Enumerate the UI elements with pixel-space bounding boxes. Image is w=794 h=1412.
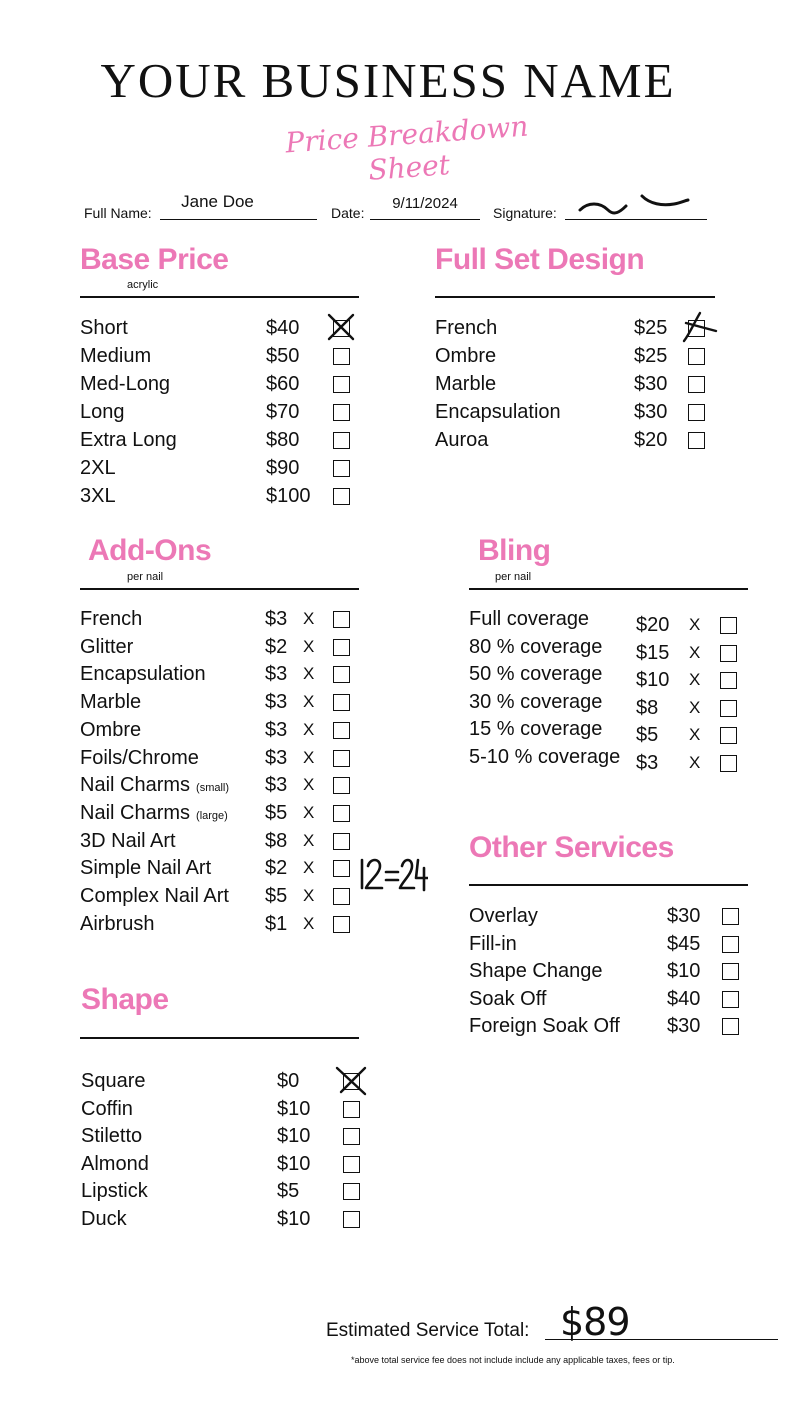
item-price: $10 — [636, 669, 670, 692]
bling-row — [469, 635, 749, 664]
multiply-sign: X — [689, 697, 701, 717]
checkbox[interactable] — [720, 700, 737, 717]
other-services-row — [469, 904, 749, 928]
checkbox[interactable] — [688, 376, 705, 393]
full-set-design-rule — [435, 296, 715, 298]
base-price-row — [80, 428, 360, 452]
full-set-design-row — [435, 344, 715, 368]
add-ons-row — [80, 690, 360, 714]
item-name: Ombre — [80, 718, 142, 741]
item-price: $3 — [265, 691, 288, 714]
full-name-field[interactable] — [160, 219, 317, 220]
item-name: Auroa — [435, 429, 489, 451]
multiply-sign: X — [303, 609, 315, 628]
bling-subtitle: per nail — [495, 571, 532, 583]
bling-rule — [469, 588, 748, 590]
checkbox[interactable] — [333, 722, 350, 739]
item-price: $5 — [636, 724, 659, 747]
item-price: $5 — [265, 885, 288, 907]
item-name: Simple Nail Art — [80, 857, 212, 880]
add-ons-row — [80, 746, 360, 770]
item-price: $3 — [265, 718, 288, 741]
bling-row — [469, 745, 749, 774]
base-price-rule — [80, 296, 359, 298]
item-name: Almond — [81, 1152, 149, 1175]
item-name: Short — [80, 317, 128, 339]
multiply-sign: X — [689, 670, 701, 690]
add-ons-row — [80, 718, 360, 742]
item-price: $0 — [277, 1070, 300, 1092]
add-ons-row — [80, 662, 360, 686]
shape-heading: Shape — [81, 983, 169, 1016]
item-name: Duck — [81, 1208, 127, 1230]
date-field[interactable] — [370, 219, 480, 220]
item-name: Soak Off — [469, 987, 547, 1010]
multiply-sign: X — [689, 725, 701, 745]
item-price: $8 — [265, 829, 288, 852]
base-price-row — [80, 316, 360, 340]
add-ons-heading: Add-Ons — [88, 534, 212, 567]
item-price: $2 — [265, 635, 288, 658]
checkbox[interactable] — [333, 750, 350, 767]
item-price: $100 — [266, 485, 311, 507]
item-name: 15 % coverage — [469, 718, 603, 741]
add-ons-row — [80, 912, 360, 936]
base-price-row — [80, 484, 360, 508]
item-name: Encapsulation — [80, 663, 206, 686]
shape-rule — [80, 1037, 359, 1039]
add-ons-row — [80, 773, 360, 797]
item-name: Glitter — [80, 635, 134, 658]
item-name: Foreign Soak Off — [469, 1015, 620, 1038]
add-ons-row — [80, 884, 360, 908]
multiply-sign: X — [303, 830, 315, 850]
item-name: Long — [80, 401, 125, 423]
checkbox[interactable] — [333, 488, 350, 505]
base-price-row — [80, 372, 360, 396]
item-name: 5-10 % coverage — [469, 746, 621, 768]
checkbox[interactable] — [333, 860, 350, 877]
checkbox[interactable] — [688, 348, 705, 365]
item-name: Marble — [80, 691, 142, 714]
item-name: Fill-in — [469, 932, 517, 955]
item-price: $30 — [634, 373, 668, 395]
item-price: $3 — [265, 746, 288, 769]
multiply-sign: X — [303, 775, 315, 795]
bling-row — [469, 717, 749, 747]
full-set-design-row — [435, 372, 715, 396]
item-name: Foils/Chrome — [80, 746, 199, 769]
add-ons-row — [80, 856, 360, 880]
add-ons-row — [80, 801, 360, 825]
other-services-row — [469, 959, 749, 983]
item-name: Lipstick — [81, 1180, 148, 1203]
item-name: 30 % coverage — [469, 690, 603, 713]
other-services-rule — [469, 884, 748, 886]
item-name: Airbrush — [80, 912, 155, 935]
item-name: Coffin — [81, 1097, 133, 1120]
item-name: Medium — [80, 345, 152, 367]
multiply-sign: X — [689, 642, 701, 662]
item-name: Square — [81, 1070, 146, 1092]
checkbox[interactable] — [333, 348, 350, 365]
handwritten-note — [356, 854, 428, 894]
checkbox[interactable] — [333, 888, 350, 905]
item-price: $10 — [277, 1208, 311, 1230]
item-name: Marble — [435, 373, 497, 395]
add-ons-row — [80, 635, 360, 659]
item-price: $10 — [667, 960, 701, 983]
item-price: $5 — [277, 1180, 300, 1203]
full-set-design-row — [435, 316, 715, 340]
multiply-sign: X — [303, 802, 315, 822]
shape-row — [81, 1207, 371, 1231]
checkbox[interactable] — [720, 727, 737, 744]
multiply-sign: X — [303, 913, 315, 933]
shape-row — [81, 1152, 371, 1176]
total-value: $89 — [560, 1300, 630, 1344]
shape-row — [81, 1069, 371, 1093]
checkbox[interactable] — [333, 666, 350, 683]
base-price-heading: Base Price — [80, 243, 229, 276]
item-name: 2XL — [80, 457, 116, 479]
checkbox[interactable] — [720, 617, 737, 634]
checkbox[interactable] — [333, 639, 350, 656]
checkbox[interactable] — [722, 963, 739, 980]
checkbox[interactable] — [720, 672, 737, 689]
multiply-sign: X — [303, 719, 315, 739]
item-name: Extra Long — [80, 429, 177, 451]
item-price: $40 — [266, 317, 300, 339]
checkbox[interactable] — [343, 1211, 360, 1228]
item-name: Nail Charms (small) — [80, 774, 230, 797]
item-price: $15 — [636, 641, 670, 664]
multiply-sign: X — [303, 636, 315, 656]
full-name-value: Jane Doe — [181, 192, 254, 211]
checkbox[interactable] — [688, 320, 705, 337]
multiply-sign: X — [303, 886, 315, 905]
item-price: $80 — [266, 429, 300, 451]
shape-row — [81, 1097, 371, 1121]
full-set-design-row — [435, 428, 715, 452]
item-price: $3 — [265, 663, 288, 686]
checkbox[interactable] — [333, 777, 350, 794]
date-value: 9/11/2024 — [392, 195, 458, 212]
checkbox[interactable] — [722, 908, 739, 925]
full-name-label: Full Name: — [84, 205, 152, 221]
multiply-sign: X — [689, 615, 701, 634]
item-price: $90 — [266, 457, 300, 479]
add-ons-rule — [80, 588, 359, 590]
checkbox[interactable] — [343, 1101, 360, 1118]
checkbox[interactable] — [333, 805, 350, 822]
checkbox[interactable] — [688, 404, 705, 421]
checkbox[interactable] — [333, 916, 350, 933]
item-name: Full coverage — [469, 608, 590, 630]
item-name: 50 % coverage — [469, 663, 603, 686]
full-set-design-row — [435, 400, 715, 424]
checkbox[interactable] — [333, 460, 350, 477]
item-price: $1 — [265, 912, 288, 935]
checkbox[interactable] — [333, 694, 350, 711]
business-name: YOUR BUSINESS NAME — [100, 53, 676, 108]
base-price-row — [80, 456, 360, 480]
item-name: Nail Charms (large) — [80, 801, 228, 824]
signature-scribble — [570, 188, 700, 224]
item-name: Med-Long — [80, 373, 171, 395]
total-label: Estimated Service Total: — [326, 1320, 530, 1341]
multiply-sign: X — [303, 858, 315, 878]
signature-label: Signature: — [493, 205, 557, 221]
item-price: $30 — [667, 905, 701, 927]
other-services-row — [469, 1014, 749, 1038]
add-ons-subtitle: per nail — [127, 571, 164, 583]
checkbox[interactable] — [343, 1183, 360, 1200]
full-set-design-heading: Full Set Design — [435, 243, 645, 276]
base-price-subtitle: acrylic — [127, 279, 159, 291]
total-disclaimer: *above total service fee does not include include any applicable taxes, fees or tip. — [351, 1355, 675, 1365]
checkbox[interactable] — [343, 1156, 360, 1173]
check-mark-icon — [325, 311, 359, 345]
checkbox[interactable] — [333, 833, 350, 850]
other-services-heading: Other Services — [469, 831, 674, 864]
item-price: $10 — [277, 1125, 311, 1148]
multiply-sign: X — [689, 753, 701, 772]
check-mark-icon — [335, 1064, 369, 1098]
check-mark-icon — [680, 311, 714, 345]
bling-row — [469, 607, 749, 636]
item-size-note: (small) — [196, 782, 230, 795]
multiply-sign: X — [303, 664, 315, 684]
checkbox[interactable] — [722, 1018, 739, 1035]
item-price: $2 — [265, 857, 288, 880]
checkbox[interactable] — [333, 320, 350, 337]
date-label: Date: — [331, 205, 365, 221]
checkbox[interactable] — [333, 404, 350, 421]
add-ons-row — [80, 829, 360, 853]
item-price: $70 — [266, 401, 300, 423]
multiply-sign: X — [303, 747, 315, 767]
shape-row — [81, 1179, 371, 1203]
checkbox[interactable] — [343, 1128, 360, 1145]
base-price-row — [80, 344, 360, 368]
item-name: Shape Change — [469, 960, 603, 983]
checkbox[interactable] — [722, 936, 739, 953]
item-name: French — [435, 317, 498, 339]
checkbox[interactable] — [720, 755, 737, 772]
item-name: Overlay — [469, 905, 538, 927]
item-price: $25 — [634, 317, 668, 339]
item-price: $5 — [265, 801, 288, 824]
other-services-row — [469, 932, 749, 956]
other-services-row — [469, 987, 749, 1011]
item-price: $3 — [265, 774, 288, 797]
item-name: Stiletto — [81, 1125, 143, 1148]
base-price-row — [80, 400, 360, 424]
bling-heading: Bling — [478, 534, 551, 567]
checkbox[interactable] — [722, 991, 739, 1008]
item-price: $60 — [266, 373, 300, 395]
item-name: French — [80, 608, 143, 630]
item-name: 3XL — [80, 485, 116, 507]
sheet-subtitle: Price Breakdown Sheet — [284, 109, 530, 187]
item-name: Complex Nail Art — [80, 885, 229, 907]
add-ons-row — [80, 607, 360, 631]
item-price: $3 — [636, 752, 659, 774]
item-price: $10 — [277, 1097, 311, 1120]
item-price: $20 — [636, 614, 670, 636]
checkbox[interactable] — [333, 432, 350, 449]
item-price: $30 — [667, 1015, 701, 1038]
shape-row — [81, 1124, 371, 1148]
bling-row — [469, 690, 749, 719]
item-name: 3D Nail Art — [80, 829, 176, 852]
checkbox[interactable] — [333, 376, 350, 393]
item-price: $25 — [634, 345, 668, 367]
multiply-sign: X — [303, 692, 315, 712]
checkbox[interactable] — [688, 432, 705, 449]
item-price: $3 — [265, 608, 288, 630]
checkbox[interactable] — [720, 645, 737, 662]
item-name: Ombre — [435, 345, 497, 367]
item-price: $20 — [634, 429, 668, 451]
bling-row — [469, 662, 749, 692]
item-price: $30 — [634, 401, 668, 423]
item-price: $45 — [667, 932, 701, 955]
item-name: Encapsulation — [435, 401, 561, 423]
item-price: $50 — [266, 345, 300, 367]
checkbox[interactable] — [343, 1073, 360, 1090]
item-name: 80 % coverage — [469, 635, 603, 658]
checkbox[interactable] — [333, 611, 350, 628]
item-price: $10 — [277, 1152, 311, 1175]
item-price: $8 — [636, 696, 659, 719]
item-price: $40 — [667, 987, 701, 1010]
item-size-note: (large) — [196, 809, 228, 822]
